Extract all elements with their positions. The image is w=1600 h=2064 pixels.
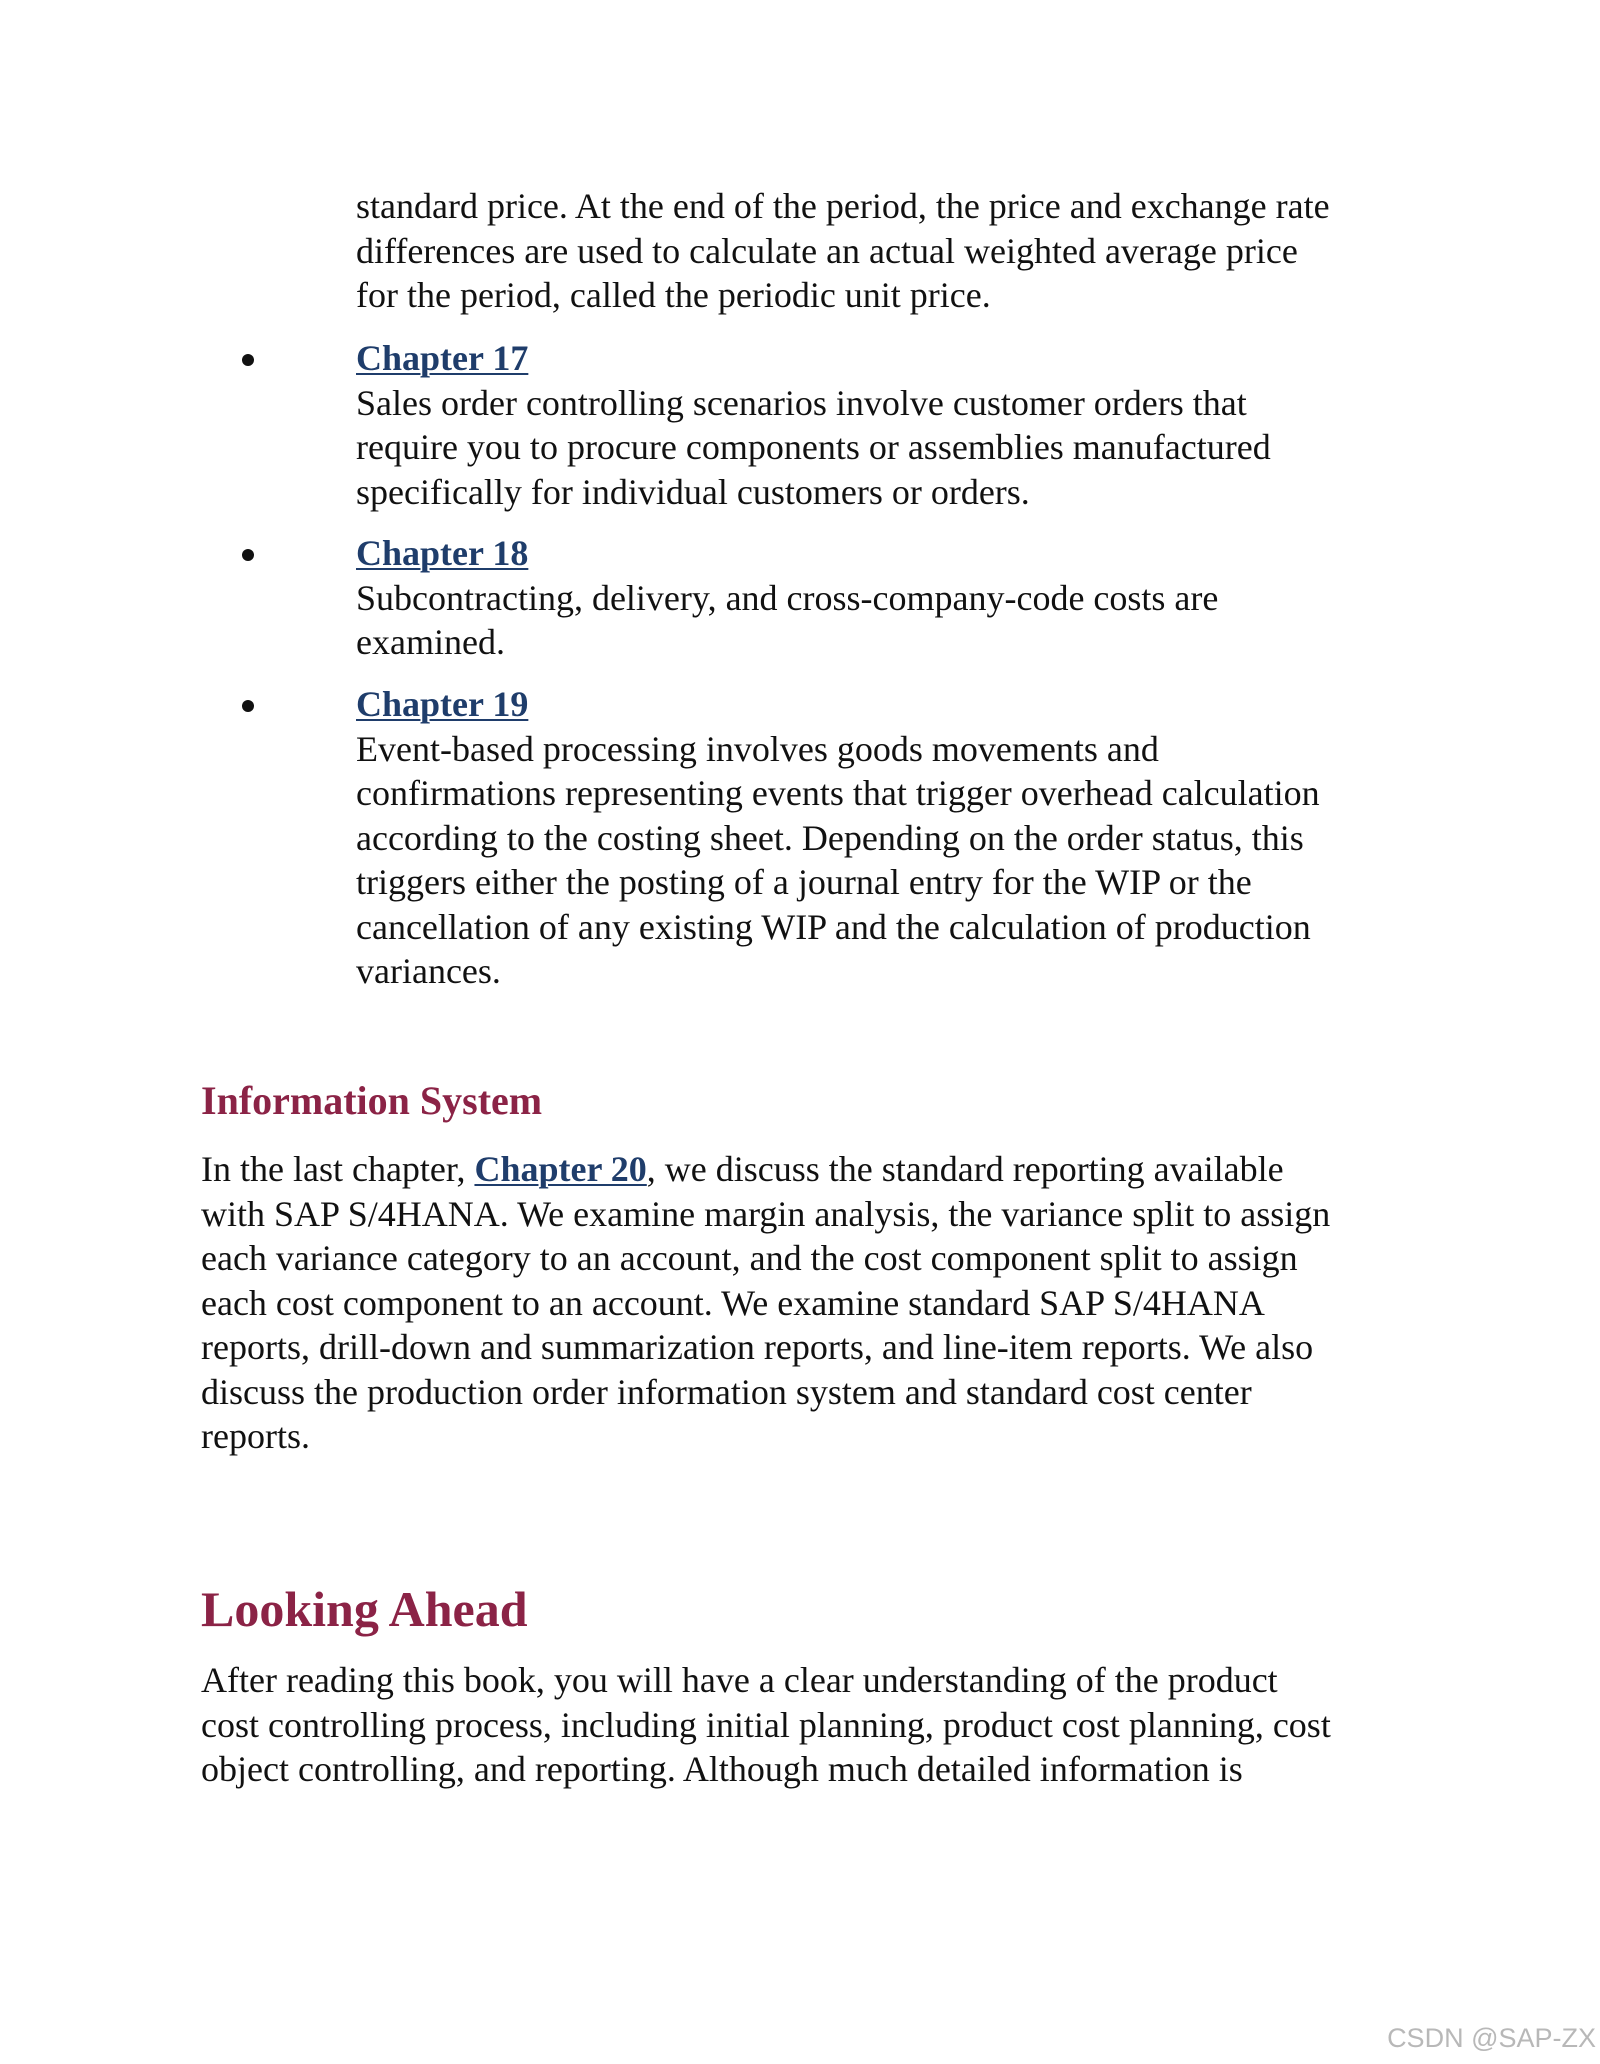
chapter-19-desc-line: Event-based processing involves goods movements and [356, 728, 1159, 769]
text-after-link: , we discuss the standard reporting available [646, 1149, 1284, 1189]
text-before-link: In the last chapter, [201, 1149, 475, 1189]
chapter-17-desc-line: Sales order controlling scenarios involve customer orders that [356, 382, 1247, 423]
chapter-19-desc-line: confirmations representing events that trigger overhead calculation [356, 773, 1320, 813]
chapter-19-desc-line: cancellation of any existing WIP and the calculation of production [356, 906, 1311, 947]
watermark-text: CSDN @SAP-ZX [1387, 2023, 1596, 2053]
information-system-line: with SAP S/4HANA. We examine margin analysis, the variance split to assign [201, 1193, 1331, 1234]
looking-ahead-line: object controlling, and reporting. Although much detailed information is [201, 1749, 1243, 1789]
looking-ahead-paragraph [201, 1658, 1421, 1792]
intro-paragraph [356, 184, 1406, 318]
bullet-icon [242, 354, 254, 366]
list-item-chapter-19 [356, 682, 1406, 994]
information-system-line: reports, drill-down and summarization reports, and line-item reports. We also [201, 1327, 1314, 1367]
chapter-18-desc-line: Subcontracting, delivery, and cross-company-code costs are [356, 577, 1219, 618]
information-system-paragraph [201, 1147, 1421, 1459]
chapter-17-desc-line: specifically for individual customers or orders. [356, 471, 1030, 512]
bullet-icon [242, 549, 254, 561]
information-system-line: reports. [201, 1416, 310, 1456]
chapter-19-desc-line: variances. [356, 951, 501, 991]
intro-line: differences are used to calculate an actual weighted average price [356, 230, 1298, 271]
bullet-icon [242, 700, 254, 712]
chapter-18-link[interactable]: Chapter 18 [356, 533, 529, 573]
intro-line: for the period, called the periodic unit price. [356, 275, 991, 315]
section-heading-looking-ahead: Looking Ahead [201, 1581, 528, 1637]
looking-ahead-line: After reading this book, you will have a clear understanding of the product [201, 1660, 1278, 1700]
list-item-chapter-18 [356, 531, 1406, 665]
chapter-20-link[interactable]: Chapter 20 [474, 1149, 647, 1189]
chapter-17-link[interactable]: Chapter 17 [356, 338, 529, 378]
chapter-19-link[interactable]: Chapter 19 [356, 684, 529, 724]
list-item-chapter-17 [356, 336, 1406, 514]
chapter-17-desc-line: require you to procure components or assemblies manufactured [356, 427, 1271, 467]
information-system-line: each cost component to an account. We examine standard SAP S/4HANA [201, 1282, 1265, 1323]
intro-line: standard price. At the end of the period, the price and exchange rate [356, 186, 1330, 226]
section-heading-information-system: Information System [201, 1078, 543, 1123]
information-system-line: discuss the production order information system and standard cost center [201, 1371, 1252, 1412]
looking-ahead-line: cost controlling process, including initial planning, product cost planning, cost [201, 1704, 1331, 1745]
information-system-line: each variance category to an account, and the cost component split to assign [201, 1238, 1298, 1278]
information-system-first-line [201, 1147, 1421, 1192]
chapter-18-desc-line: examined. [356, 622, 505, 662]
chapter-19-desc-line: triggers either the posting of a journal entry for the WIP or the [356, 862, 1252, 902]
chapter-19-desc-line: according to the costing sheet. Depending on the order status, this [356, 817, 1304, 858]
